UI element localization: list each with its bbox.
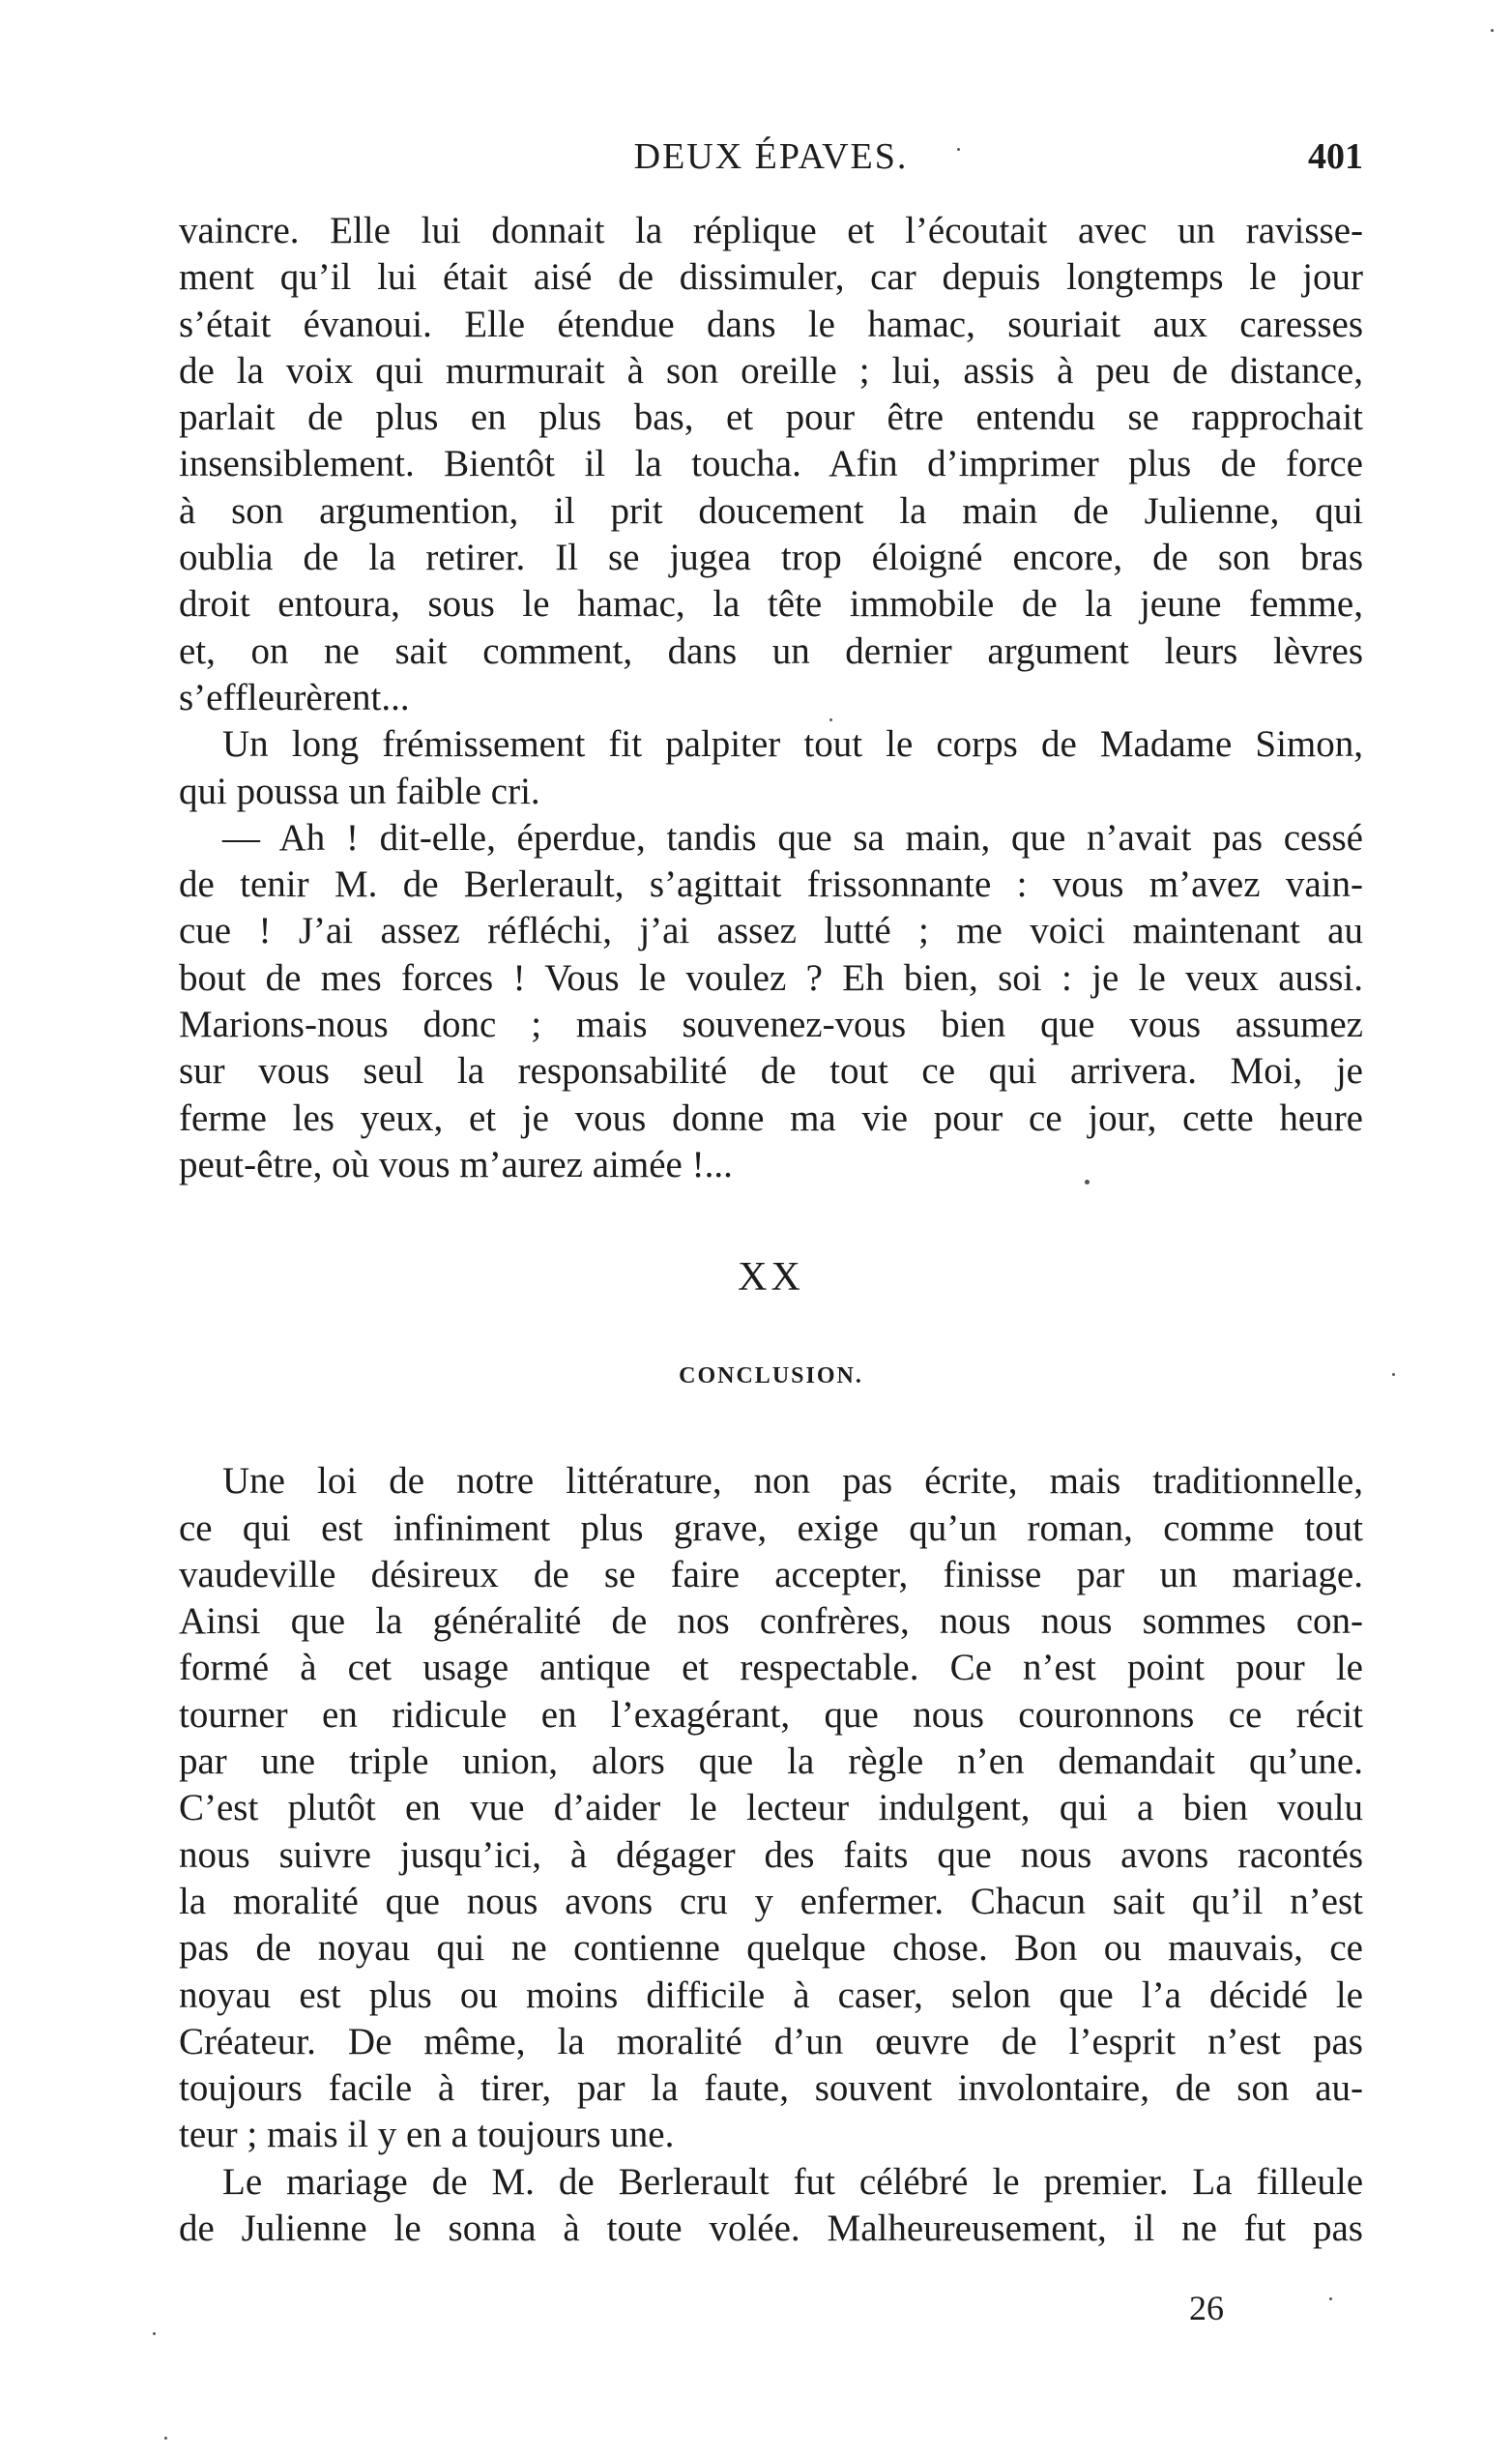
- text-line: toujours facile à tirer, par la faute, souvent involontaire, de son au-: [179, 2067, 1363, 2110]
- text-line: à son argumention, il prit doucement la main de Julienne, qui: [179, 489, 1363, 532]
- text-line: nous suivre jusqu’ici, à dégager des faits que nous avons racontés: [179, 1833, 1363, 1876]
- text-line: parlait de plus en plus bas, et pour être entendu se rapprochait: [179, 396, 1363, 439]
- running-header: [179, 135, 1363, 184]
- text-line: C’est plutôt en vue d’aider le lecteur indulgent, qui a bien voulu: [179, 1787, 1363, 1829]
- text-line: formé à cet usage antique et respectable. Ce n’est point pour le: [179, 1647, 1363, 1689]
- text-line: teur ; mais il y en a toujours une.: [179, 2114, 675, 2156]
- text-line: noyau est plus ou moins difficile à caser, selon que l’a décidé le: [179, 1974, 1363, 2016]
- text-line: la moralité que nous avons cru y enfermer. Chacun sait qu’il n’est: [179, 1880, 1363, 1922]
- text-line: droit entoura, sous le hamac, la tête immobile de la jeune femme,: [179, 583, 1363, 626]
- text-line: s’était évanoui. Elle étendue dans le hamac, souriait aux caresses: [179, 303, 1363, 345]
- print-speck: [1329, 2297, 1332, 2300]
- text-line: par une triple union, alors que la règle n’en demandait qu’une.: [179, 1740, 1363, 1783]
- text-line: Le mariage de M. de Berlerault fut célébré le premier. La filleule: [222, 2160, 1363, 2203]
- text-line: Ainsi que la généralité de nos confrères, nous nous sommes con-: [179, 1600, 1363, 1643]
- text-line: vaudeville désireux de se faire accepter, finisse par un mariage.: [179, 1553, 1363, 1595]
- text-line: peut-être, où vous m’aurez aimée !...: [179, 1143, 733, 1185]
- text-line: de la voix qui murmurait à son oreille ; lui, assis à peu de distance,: [179, 349, 1363, 392]
- text-line: bout de mes forces ! Vous le voulez ? Eh bien, soi : je le veux aussi.: [179, 956, 1363, 999]
- text-line: insensiblement. Bientôt il la toucha. Afin d’imprimer plus de force: [179, 443, 1363, 485]
- body-text: [179, 208, 1363, 2252]
- text-line: qui poussa un faible cri.: [179, 770, 540, 812]
- text-line: cue ! J’ai assez réfléchi, j’ai assez lutté ; me voici maintenant au: [179, 910, 1363, 952]
- spacer: [179, 1188, 1363, 1248]
- text-line: sur vous seul la responsabilité de tout ce qui arrivera. Moi, je: [179, 1050, 1363, 1093]
- text-line: ce qui est infiniment plus grave, exige qu’un roman, comme tout: [179, 1506, 1363, 1549]
- text-line: oublia de la retirer. Il se jugea trop éloigné encore, de son bras: [179, 537, 1363, 579]
- page-number: 401: [1308, 136, 1363, 177]
- running-title: DEUX ÉPAVES.: [633, 136, 909, 177]
- spacer: [179, 1395, 1363, 1458]
- text-line: Marions-nous donc ; mais souvenez-vous bien que vous assumez: [179, 1004, 1363, 1046]
- text-line: — Ah ! dit-elle, éperdue, tandis que sa main, que n’avait pas cessé: [222, 816, 1363, 859]
- text-line: Une loi de notre littérature, non pas écrite, mais traditionnelle,: [222, 1460, 1363, 1503]
- text-line: et, on ne sait comment, dans un dernier argument leurs lèvres: [179, 629, 1363, 672]
- text-line: ment qu’il lui était aisé de dissimuler, car depuis longtemps le jour: [179, 256, 1363, 299]
- signature-mark: 26: [1189, 2289, 1224, 2327]
- chapter-number: XX: [738, 1255, 804, 1301]
- spacer: [179, 1306, 1363, 1357]
- text-line: Créateur. De même, la moralité d’un œuvre de l’esprit n’est pas: [179, 2020, 1363, 2062]
- print-speck: [1491, 29, 1494, 32]
- print-speck: [1392, 1373, 1395, 1376]
- print-speck: [957, 148, 960, 151]
- print-speck: [829, 718, 832, 721]
- text-line: s’effleurèrent...: [179, 676, 410, 718]
- text-line: tourner en ridicule en l’exagérant, que nous couronnons ce récit: [179, 1693, 1363, 1736]
- print-speck: [153, 2332, 156, 2335]
- text-line: de Julienne le sonna à toute volée. Malheureusement, il ne fut pas: [179, 2207, 1363, 2249]
- chapter-title: CONCLUSION.: [679, 1363, 863, 1389]
- print-speck: [164, 2437, 167, 2440]
- text-line: vaincre. Elle lui donnait la réplique et l’écoutait avec un ravisse-: [179, 210, 1363, 251]
- text-line: de tenir M. de Berlerault, s’agittait frissonnante : vous m’avez vain-: [179, 863, 1363, 906]
- text-line: ferme les yeux, et je vous donne ma vie pour ce jour, cette heure: [179, 1096, 1363, 1139]
- text-line: Un long frémissement fit palpiter tout le corps de Madame Simon,: [222, 723, 1363, 766]
- print-speck: [1085, 1180, 1090, 1184]
- text-line: pas de noyau qui ne contienne quelque chose. Bon ou mauvais, ce: [179, 1927, 1363, 1970]
